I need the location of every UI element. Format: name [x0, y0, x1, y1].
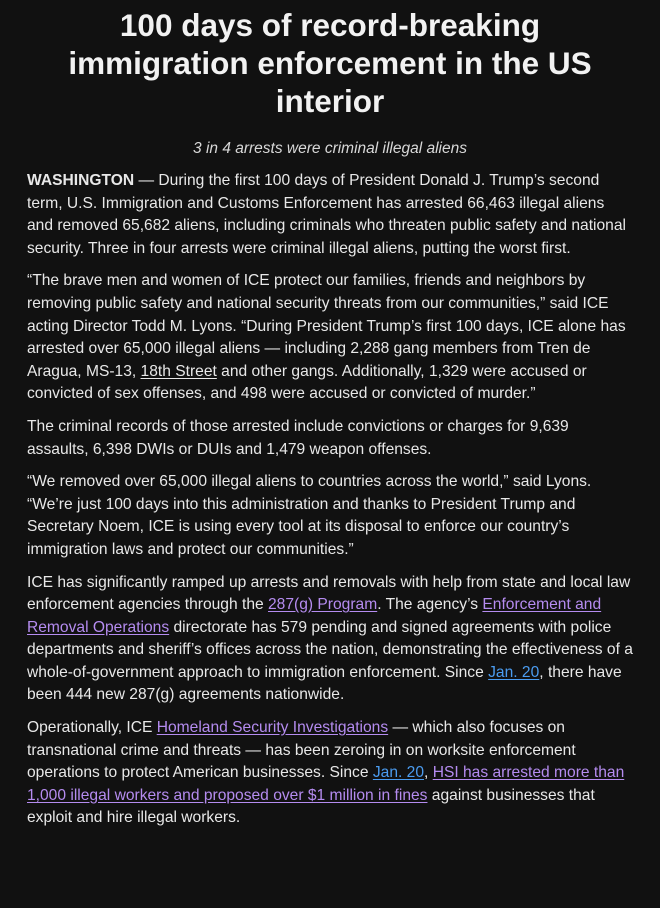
article-subtitle: 3 in 4 arrests were criminal illegal aliens: [193, 140, 467, 157]
paragraph-1-text: — During the first 100 days of President Donald J. Trump’s second term, U.S. Immigration and Customs Enforcement has arrested 66,463 illegal aliens and removed 65,682 aliens, including criminals who threaten public safety and national security. Three in four arrests were criminal illegal aliens, putting the worst first.: [27, 172, 626, 257]
paragraph-2-text-a: “The brave men and women of ICE protect our families, friends and neighbors by removing public safety and national security threats from our communities,” said ICE acting Director Todd M. Lyons. “During President Trump’s first 100 days, ICE alone has arrested over 65,000 illegal aliens — including 2,288 gang members from Tren de Aragua, MS-13,: [27, 272, 626, 380]
link-hsi-arrests[interactable]: HSI has arrested more than 1,000 illegal workers and proposed over $1 million in fines: [27, 764, 625, 804]
link-jan-20-hsi[interactable]: Jan. 20: [372, 764, 425, 782]
paragraph-5: [27, 572, 633, 708]
paragraph-3: The criminal records of those arrested include convictions or charges for 9,639 assaults, 6,398 DWIs or DUIs and 1,479 weapon offenses.: [27, 417, 569, 458]
dateline: WASHINGTON: [27, 172, 135, 189]
link-homeland-security-investigations[interactable]: Homeland Security Investigations: [156, 719, 389, 737]
paragraph-5-text-c: directorate has 579 pending and signed agreements with police departments and sheriff’s offices across the nation, demonstrating the effectiveness of a whole-of-government approach to immigration enforcement. Since: [27, 618, 633, 681]
link-287g-program[interactable]: 287(g) Program: [268, 596, 378, 614]
paragraph-5-text-b: . The agency’s: [377, 596, 483, 614]
paragraph-5-text-d: , there have been 444 new 287(g) agreements nationwide.: [27, 663, 622, 704]
paragraph-2: [27, 270, 633, 406]
paragraph-1: [27, 170, 633, 260]
paragraph-5-text-a: ICE has significantly ramped up arrests and removals with help from state and local law enforcement agencies through the: [27, 573, 631, 614]
link-18th-street[interactable]: 18th Street: [140, 362, 217, 380]
link-enforcement-removal-operations[interactable]: Enforcement and Removal Operations: [27, 596, 602, 636]
paragraph-4: “We removed over 65,000 illegal aliens to countries across the world,” said Lyons. “We’re just 100 days into this administration and thanks to President Trump and Secretary Noem, ICE is using every tool at its disposal to enforce our country’s immigration laws and protect our communities.”: [27, 473, 592, 558]
article-title: 100 days of record-breaking immigration enforcement in the US interior: [68, 7, 592, 119]
paragraph-6-text-a: Operationally, ICE: [27, 719, 157, 737]
paragraph-6-text-d: against businesses that exploit and hire illegal workers.: [27, 786, 595, 827]
paragraph-6-text-c: ,: [424, 764, 433, 782]
paragraph-2-text-b: and other gangs. Additionally, 1,329 were accused or convicted of sex offenses, and 498 were accused or convicted of murder.”: [27, 362, 587, 403]
paragraph-6-text-b: — which also focuses on transnational crime and threats — has been zeroing in on worksite enforcement operations to protect American businesses. Since: [27, 719, 576, 782]
paragraph-6: [27, 717, 633, 830]
link-jan-20[interactable]: Jan. 20: [488, 663, 540, 681]
